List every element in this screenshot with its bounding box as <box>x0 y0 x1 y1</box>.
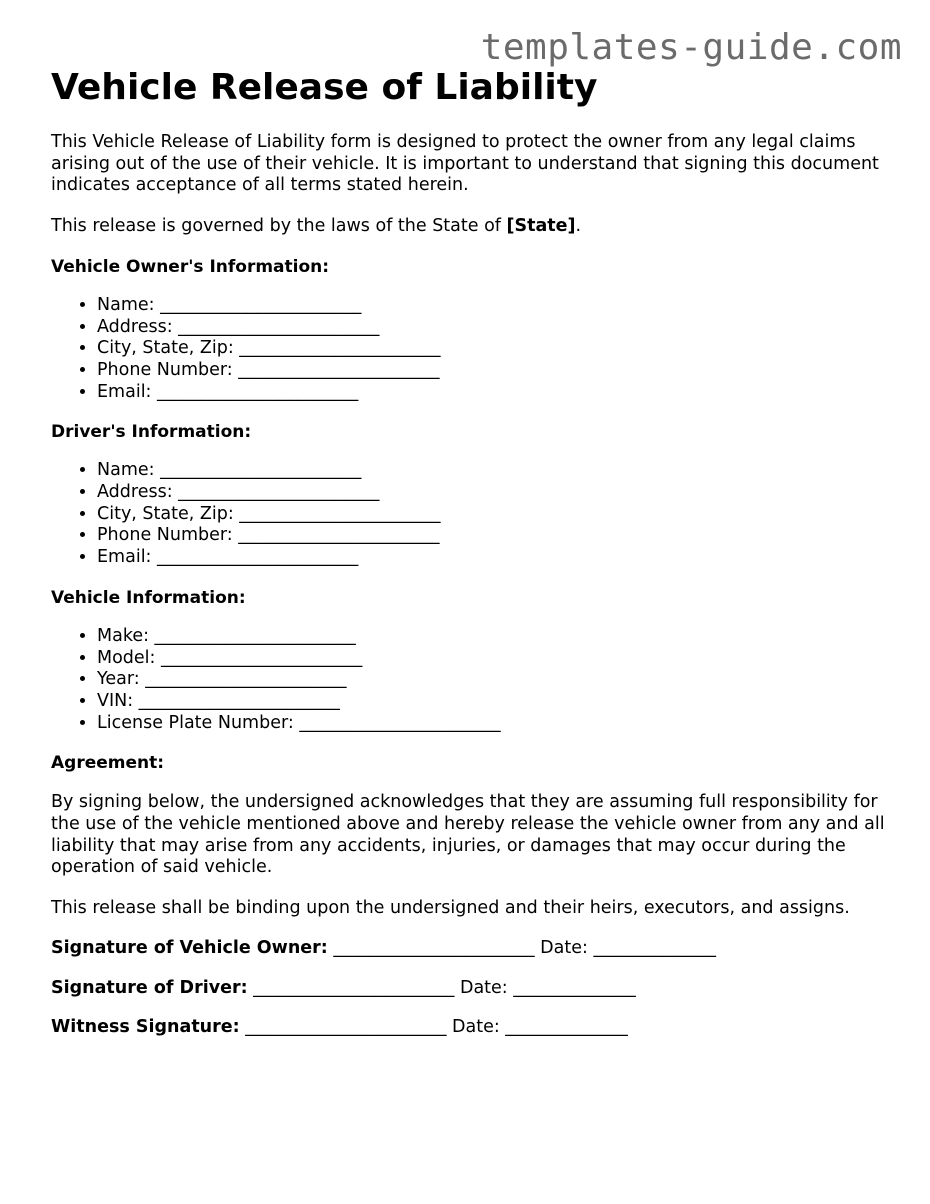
agreement-heading: Agreement: <box>51 753 165 774</box>
state-placeholder: [State] <box>506 216 576 237</box>
vehicle-model-field[interactable]: • Model: _______________________ <box>97 648 891 670</box>
page-title: Vehicle Release of Liability <box>51 67 598 108</box>
witness-signature-line[interactable] <box>51 1017 891 1039</box>
driver-email-field[interactable]: • Email: _______________________ <box>97 547 891 569</box>
binding-paragraph: This release shall be binding upon the undersigned and their heirs, executors, and assigns. <box>51 898 850 919</box>
owner-info-heading: Vehicle Owner's Information: <box>51 256 330 277</box>
vehicle-license-plate-field[interactable]: • License Plate Number: _______________________ <box>97 713 891 735</box>
driver-phone-field[interactable]: • Phone Number: _______________________ <box>97 525 891 547</box>
governing-law-prefix: This release is governed by the laws of the State of <box>51 216 507 237</box>
driver-signature-blank[interactable]: _______________________ Date: ______________ <box>247 977 636 998</box>
owner-city-state-zip-field[interactable]: • City, State, Zip: _______________________ <box>97 338 891 360</box>
vehicle-year-field[interactable]: • Year: _______________________ <box>97 669 891 691</box>
intro-paragraph: This Vehicle Release of Liability form is designed to protect the owner from any legal claims arising out of the use of their vehicle. It is important to understand that signing this document indicates acceptance of all terms stated herein. <box>51 132 879 196</box>
owner-info-list <box>51 295 891 404</box>
driver-info-heading: Driver's Information: <box>51 422 252 443</box>
driver-name-field[interactable]: • Name: _______________________ <box>97 460 891 482</box>
vehicle-info-list <box>51 626 891 735</box>
driver-signature-label: Signature of Driver: <box>51 977 248 998</box>
owner-phone-field[interactable]: • Phone Number: _______________________ <box>97 360 891 382</box>
document-page <box>51 66 891 1039</box>
driver-signature-line[interactable] <box>51 978 891 1000</box>
driver-info-list <box>51 460 891 569</box>
vehicle-info-heading: Vehicle Information: <box>51 587 246 608</box>
vehicle-vin-field[interactable]: • VIN: _______________________ <box>97 691 891 713</box>
owner-signature-label: Signature of Vehicle Owner: <box>51 937 328 958</box>
owner-address-field[interactable]: • Address: _______________________ <box>97 317 891 339</box>
governing-law-suffix: . <box>575 216 582 237</box>
driver-city-state-zip-field[interactable]: • City, State, Zip: _______________________ <box>97 504 891 526</box>
owner-name-field[interactable]: • Name: _______________________ <box>97 295 891 317</box>
driver-address-field[interactable]: • Address: _______________________ <box>97 482 891 504</box>
agreement-paragraph: By signing below, the undersigned acknowledges that they are assuming full responsibility for the use of the vehicle mentioned above and hereby release the vehicle owner from any and all liability that may arise from any accidents, injuries, or damages that may occur during the operation of said vehicle. <box>51 792 885 878</box>
owner-signature-blank[interactable]: _______________________ Date: ______________ <box>327 937 716 958</box>
owner-email-field[interactable]: • Email: _______________________ <box>97 382 891 404</box>
owner-signature-line[interactable] <box>51 938 891 960</box>
witness-signature-label: Witness Signature: <box>51 1017 240 1038</box>
witness-signature-blank[interactable]: _______________________ Date: ______________ <box>239 1017 628 1038</box>
vehicle-make-field[interactable]: • Make: _______________________ <box>97 626 891 648</box>
watermark: templates-guide.com <box>480 27 902 68</box>
governing-law-paragraph <box>51 216 891 238</box>
